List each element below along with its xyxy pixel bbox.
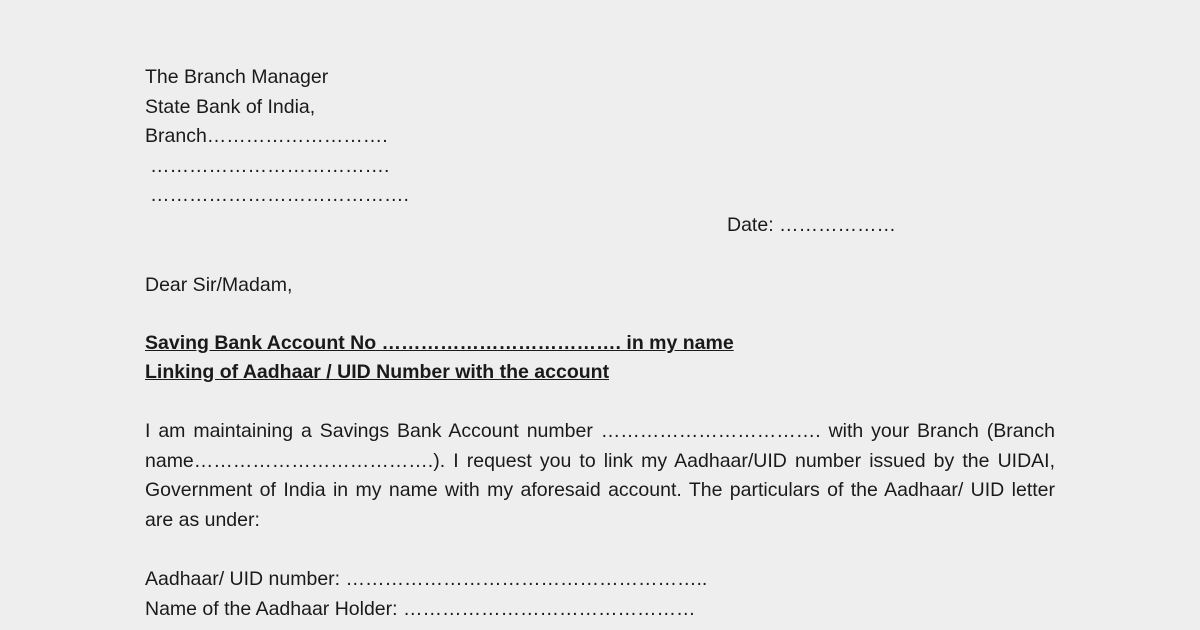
recipient-line-3: Branch……………………….: [145, 125, 388, 147]
recipient-line-5: ………………………………….: [150, 184, 409, 206]
salutation: Dear Sir/Madam,: [145, 274, 293, 296]
subject-line-1: Saving Bank Account No ………………………………. in my name: [145, 332, 734, 354]
body-paragraph: I am maintaining a Savings Bank Account number ……………………………. with your Branch (Branch name……………………………….). I request you to link my Aadhaar/UID number issued by the UIDAI, Government of India in my name with my aforesaid account. The particulars of the Aadhaar/ UID letter are as under:: [145, 420, 1055, 531]
uid-number-line: Aadhaar/ UID number: ………………………………………………..: [145, 568, 708, 590]
date-line: Date: ………………: [727, 214, 897, 236]
recipient-line-2: State Bank of India,: [145, 96, 316, 118]
subject-line-2: Linking of Aadhaar / UID Number with the account: [145, 361, 610, 383]
recipient-line-4: ……………………………….: [150, 155, 390, 177]
recipient-line-1: The Branch Manager: [145, 66, 329, 88]
holder-name-line: Name of the Aadhaar Holder: ………………………………………: [145, 598, 696, 620]
